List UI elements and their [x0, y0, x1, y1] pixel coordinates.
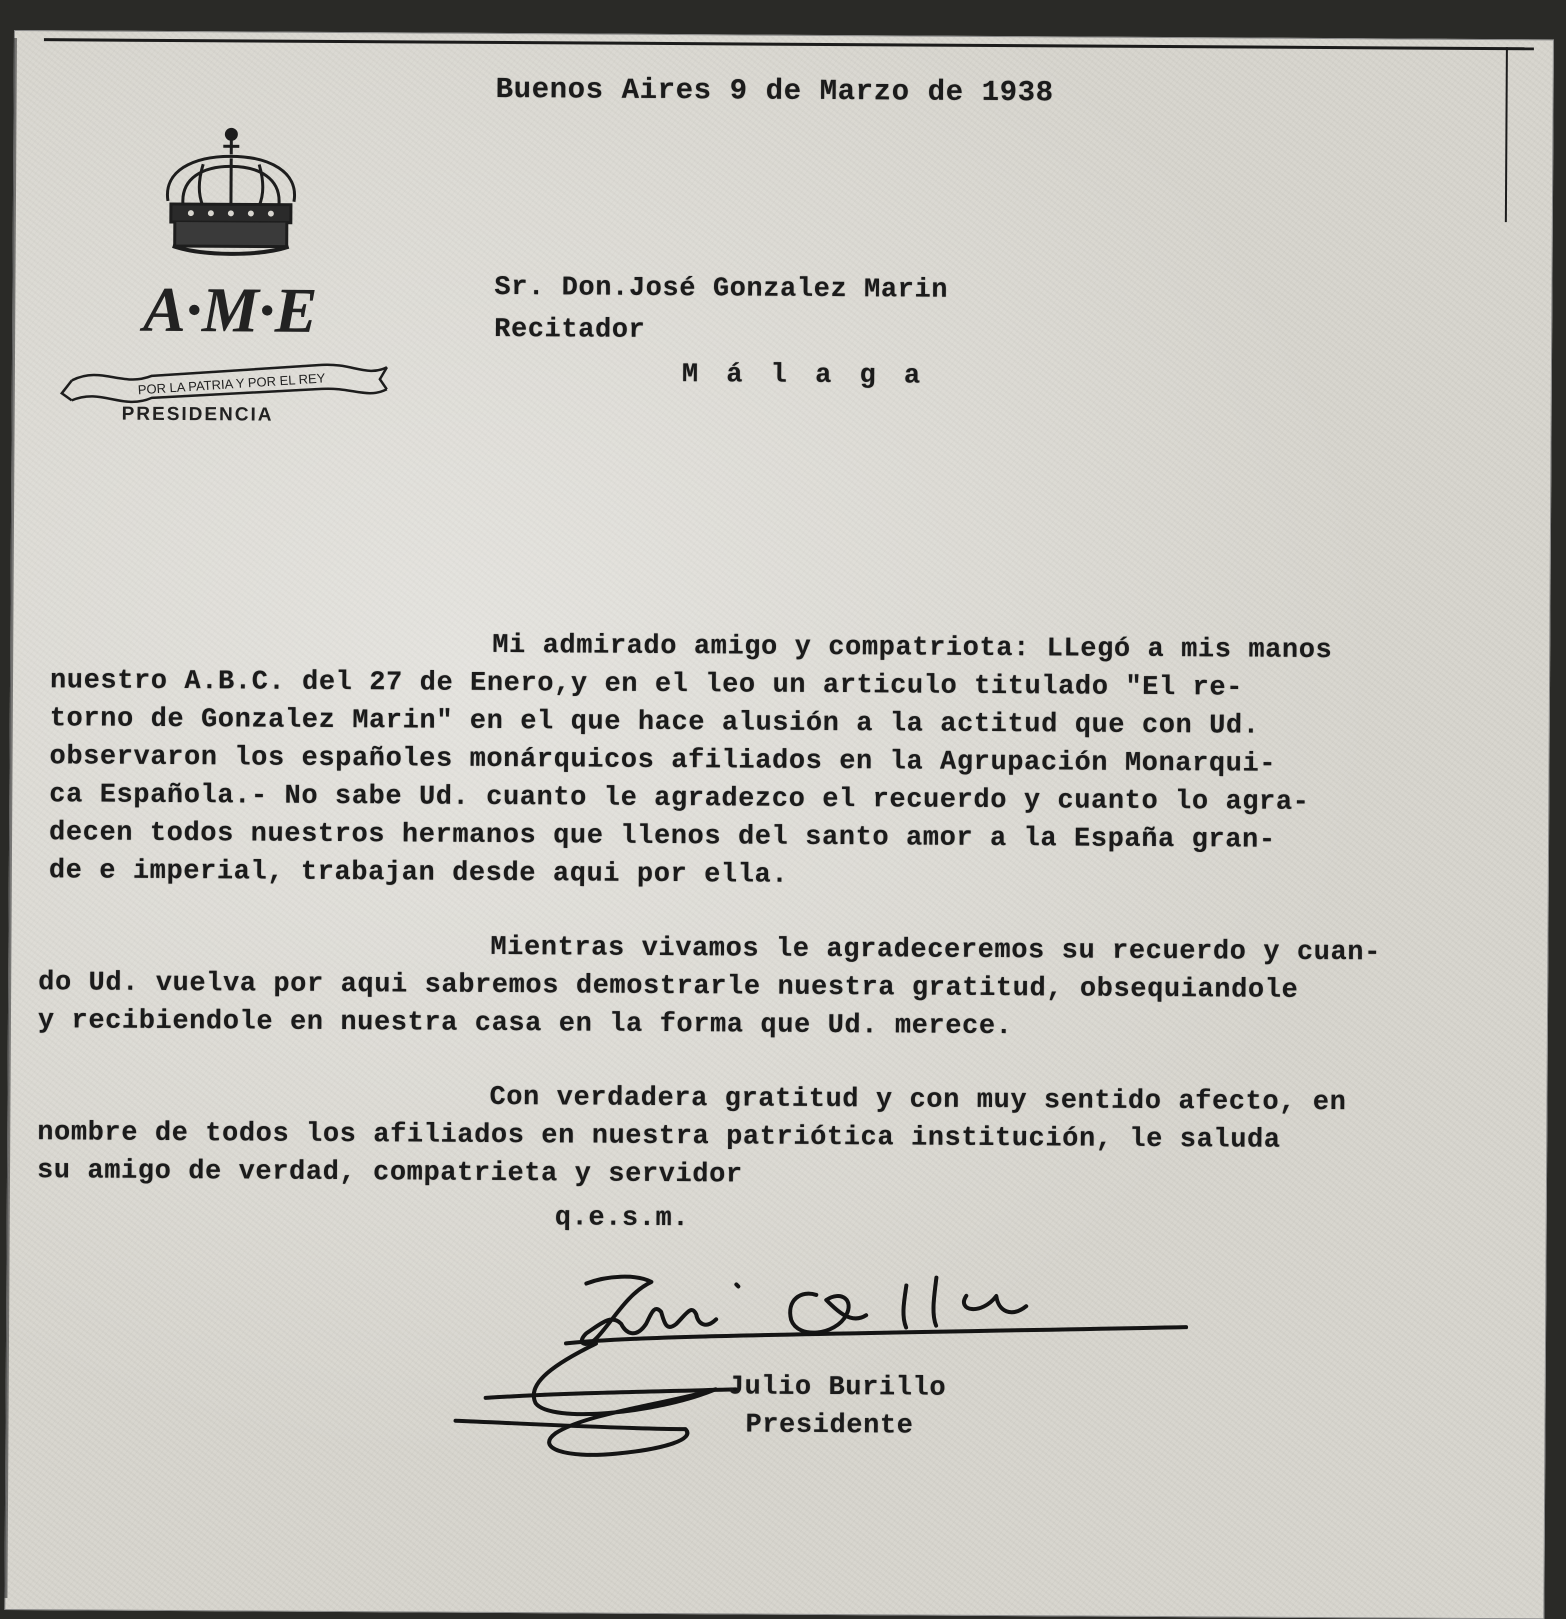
body-line: ca Española.- No sabe Ud. cuanto le agradezco el recuerdo y cuanto lo agra- — [49, 780, 1309, 818]
date-line: Buenos Aires 9 de Marzo de 1938 — [496, 73, 1054, 109]
page-border-top — [44, 38, 1534, 50]
signer-title: Presidente — [745, 1410, 913, 1441]
body-line: y recibiendole en nuestra casa en la forma que Ud. merece. — [38, 1006, 1013, 1042]
closing-abbreviation: q.e.s.m. — [555, 1203, 690, 1234]
body-line: Mi admirado amigo y compatriota: LLegó a mis manos — [492, 631, 1332, 666]
letterhead-office: PRESIDENCIA — [122, 404, 274, 427]
body-line: nuestro A.B.C. del 27 de Enero,y en el leo un articulo titulado "El re- — [50, 666, 1243, 703]
letter-page — [4, 30, 1554, 1619]
recipient-name: Sr. Don.José Gonzalez Marin — [494, 273, 948, 306]
signer-name: Julio Burillo — [728, 1372, 947, 1403]
paragraph-3 — [14, 30, 1554, 39]
page-border-left — [4, 38, 17, 1598]
monogram-text: A·M·E — [139, 274, 318, 346]
body-line: Mientras vivamos le agradeceremos su recuerdo y cuan- — [490, 933, 1381, 968]
paragraph-2 — [14, 30, 1554, 39]
body-line: nombre de todos los afiliados en nuestra patriótica institución, le saluda — [37, 1118, 1281, 1156]
page-border-right — [1505, 47, 1508, 222]
body-line: de e imperial, trabajan desde aqui por ella. — [49, 856, 788, 891]
body-line: su amigo de verdad, compatrieta y servidor — [37, 1156, 743, 1190]
crown-icon — [167, 129, 295, 254]
body-line: torno de Gonzalez Marin" en el que hace alusión a la actitud que con Ud. — [50, 704, 1260, 741]
paragraph-1 — [14, 30, 1554, 39]
recipient-city: M á l a g a — [682, 360, 926, 391]
body-line: observaron los españoles monárquicos afiliados en la Agrupación Monarqui- — [49, 742, 1276, 779]
body-line: decen todos nuestros hermanos que llenos del santo amor a la España gran- — [49, 818, 1276, 855]
motto-text: POR LA PATRIA Y POR EL REY — [137, 370, 326, 397]
body-line: do Ud. vuelva por aqui sabremos demostrarle nuestra gratitud, obsequiandole — [38, 968, 1298, 1006]
body-line: Con verdadera gratitud y con muy sentido afecto, en — [489, 1083, 1346, 1118]
recipient-role: Recitador — [494, 315, 645, 346]
